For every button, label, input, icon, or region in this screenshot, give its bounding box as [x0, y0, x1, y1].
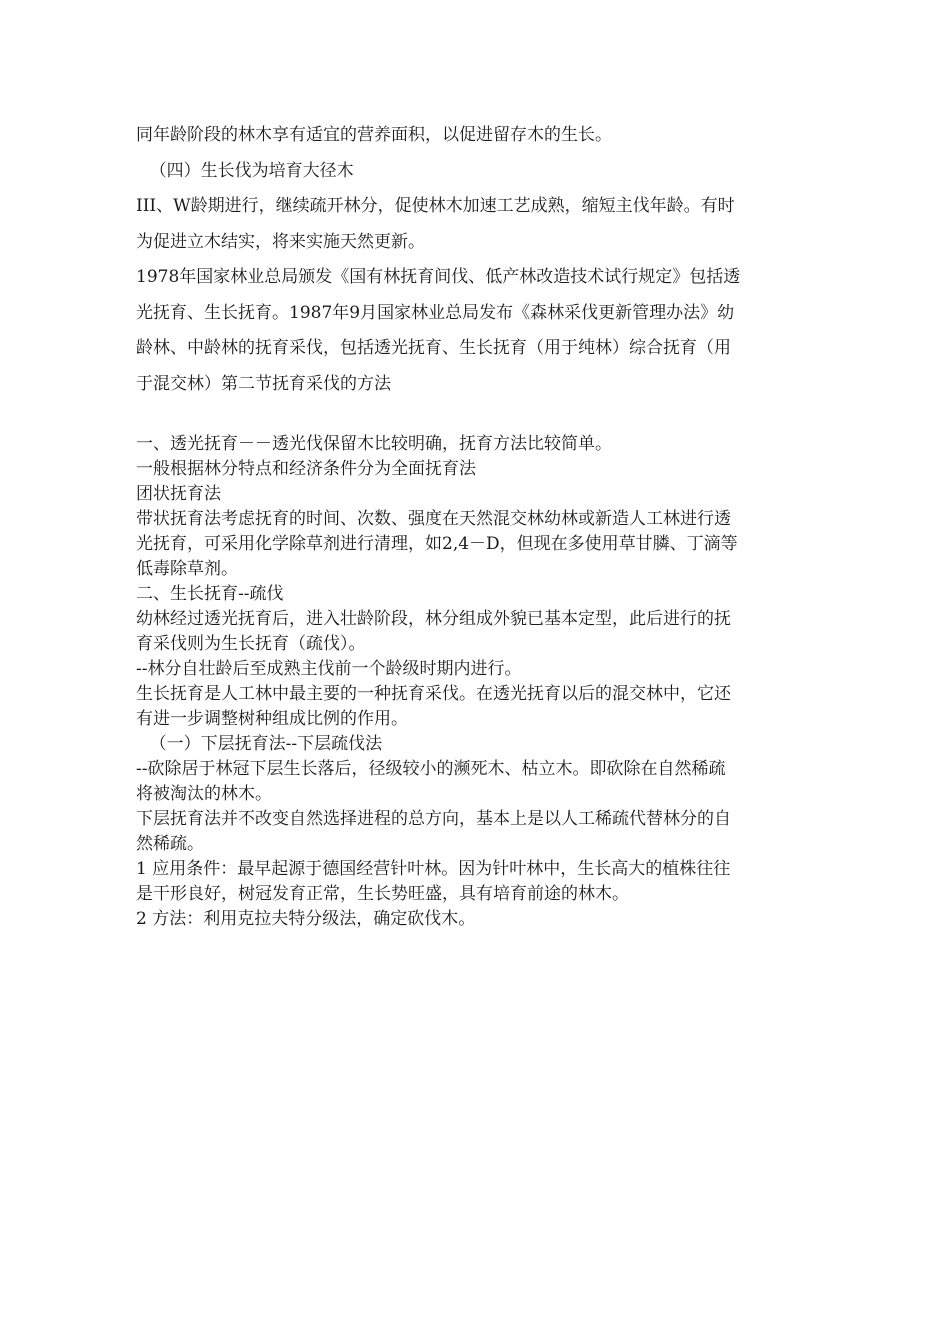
paragraph-line: 育采伐则为生长抚育（疏伐）。	[136, 634, 366, 654]
lower-text-block	[136, 432, 816, 932]
paragraph-line: --林分自壮龄后至成熟主伐前一个龄级时期内进行。	[136, 659, 522, 679]
paragraph-line: III、W龄期进行，继续疏开林分，促使林木加速工艺成熟，缩短主伐年龄。有时	[136, 196, 735, 216]
paragraph-line: 2 方法：利用克拉夫特分级法，确定砍伐木。	[136, 909, 476, 929]
paragraph-line: 生长抚育是人工林中最主要的一种抚育采伐。在透光抚育以后的混交林中，它还	[136, 684, 731, 704]
paragraph-line: 然稀疏。	[136, 834, 204, 854]
paragraph-line: 龄林、中龄林的抚育采伐，包括透光抚育、生长抚育（用于纯林）综合抚育（用	[136, 338, 731, 358]
heading-release-tending: 一、透光抚育－－透光伐保留木比较明确，抚育方法比较简单。	[136, 434, 612, 454]
paragraph-line: 为促进立木结实，将来实施天然更新。	[136, 231, 425, 252]
paragraph-line: 光抚育，可采用化学除草剂进行清理，如2,4－D，但现在多使用草甘膦、丁滴等	[136, 534, 738, 554]
subheading-low-thinning: （一）下层抚育法--下层疏伐法	[149, 734, 383, 754]
upper-text-block	[136, 118, 816, 402]
paragraph-line: 低毒除草剂。	[136, 559, 238, 579]
paragraph-line: 下层抚育法并不改变自然选择进程的总方向，基本上是以人工稀疏代替林分的自	[136, 809, 731, 829]
paragraph-line: --砍除居于林冠下层生长落后，径级较小的濒死木、枯立木。即砍除在自然稀疏	[136, 759, 726, 779]
paragraph-line: 有进一步调整树种组成比例的作用。	[136, 709, 408, 729]
subheading-growth-thinning: （四）生长伐为培育大径木	[149, 160, 354, 181]
paragraph-line: 1 应用条件：最早起源于德国经营针叶林。因为针叶林中，生长高大的植株往往	[136, 859, 731, 879]
paragraph-line: 是干形良好，树冠发育正常，生长势旺盛，具有培育前途的林木。	[136, 884, 629, 904]
paragraph-line: 同年龄阶段的林木享有适宜的营养面积，以促进留存木的生长。	[136, 125, 612, 145]
paragraph-line: 团状抚育法	[136, 484, 221, 504]
paragraph-line: 光抚育、生长抚育。1987年9月国家林业总局发布《森林采伐更新管理办法》幼	[136, 302, 735, 323]
paragraph-line: 将被淘汰的林木。	[136, 784, 272, 804]
paragraph-line: 带状抚育法考虑抚育的时间、次数、强度在天然混交林幼林或新造人工林进行透	[136, 509, 731, 529]
paragraph-line: 幼林经过透光抚育后，进入壮龄阶段，林分组成外貌已基本定型，此后进行的抚	[136, 609, 731, 629]
paragraph-line: 一般根据林分特点和经济条件分为全面抚育法	[136, 459, 476, 479]
heading-growth-tending: 二、生长抚育--疏伐	[136, 584, 284, 604]
paragraph-line: 于混交林）第二节抚育采伐的方法	[136, 373, 391, 394]
paragraph-line: 1978年国家林业总局颁发《国有林抚育间伐、低产林改造技术试行规定》包括透	[136, 267, 741, 287]
